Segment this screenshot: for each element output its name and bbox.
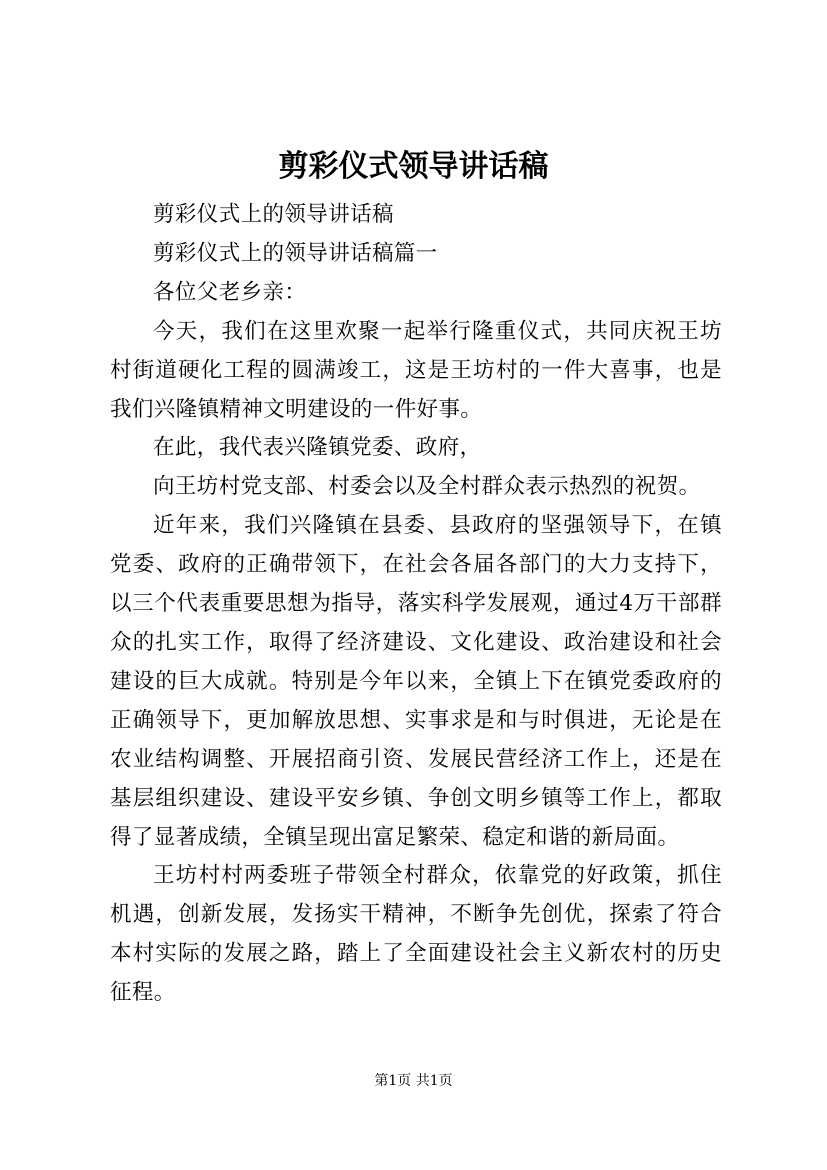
paragraph-body: 在此，我代表兴隆镇党委、政府，: [153, 435, 482, 461]
paragraph-salutation: 各位父老乡亲：: [153, 279, 307, 305]
document-title: 剪彩仪式领导讲话稿: [278, 149, 549, 184]
paragraph-section-heading: 剪彩仪式上的领导讲话稿篇一: [153, 240, 438, 266]
page-number: 第1页 共1页: [374, 1073, 453, 1089]
paragraph-body: 向王坊村党支部、村委会以及全村群众表示热烈的祝贺。: [153, 474, 701, 500]
paragraph-subtitle: 剪彩仪式上的领导讲话稿: [153, 202, 394, 227]
paragraph-body: 王坊村村两委班子带领全村群众，依靠党的好政策，抓住机遇，创新发展，发扬实干精神，不断争先创优，探索了符合本村实际的发展之路，踏上了全面建设社会主义新农村的历史征程。: [110, 863, 722, 1006]
paragraph-body: 今天，我们在这里欢聚一起举行隆重仪式，共同庆祝王坊村街道硬化工程的圆满竣工，这是王坊村的一件大喜事，也是我们兴隆镇精神文明建设的一件好事。: [110, 318, 722, 422]
paragraph-body: 近年来，我们兴隆镇在县委、县政府的坚强领导下，在镇党委、政府的正确带领下，在社会各届各部门的大力支持下，以三个代表重要思想为指导，落实科学发展观，通过4万干部群众的扎实工作，取得了经济建设、文化建设、政治建设和社会建设的巨大成就。特别是今年以来，全镇上下在镇党委政府的正确领导下，更加解放思想、实事求是和与时俱进，无论是在农业结构调整、开展招商引资、发展民营经济工作上，还是在基层组织建设、建设平安乡镇、争创文明乡镇等工作上，都取得了显著成绩，全镇呈现出富足繁荣、稳定和谐的新局面。: [110, 513, 722, 850]
document-body: [110, 196, 722, 1013]
